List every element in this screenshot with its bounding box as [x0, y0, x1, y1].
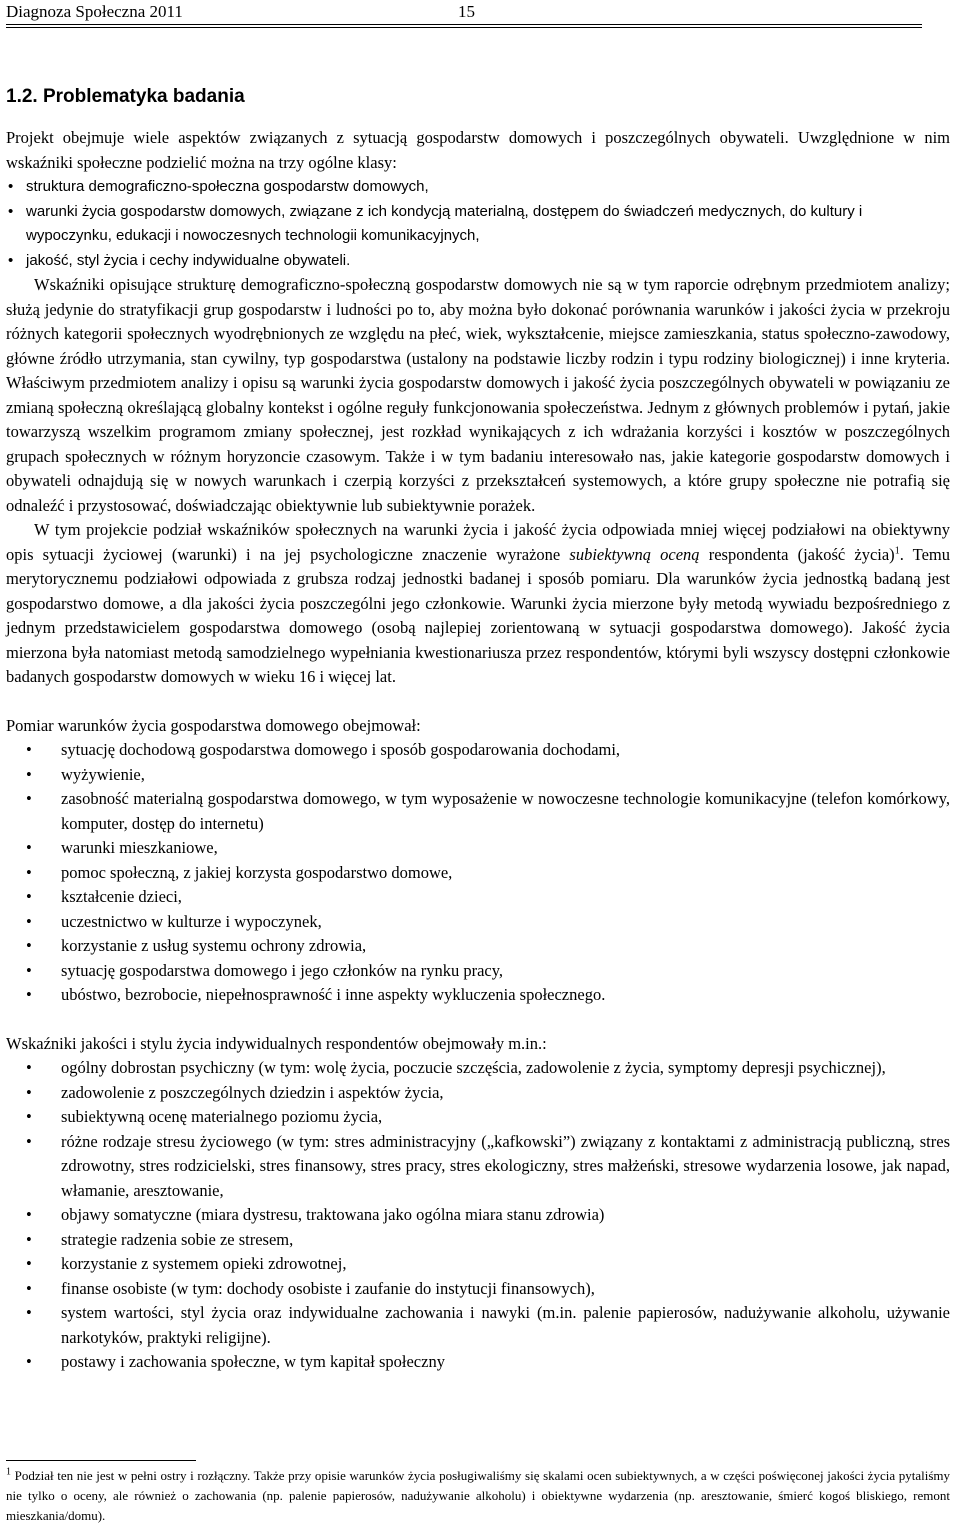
running-head-rule: [6, 27, 922, 28]
bullet-icon: •: [26, 1254, 32, 1273]
list-item-text: wyżywienie,: [61, 764, 145, 784]
list-item: [6, 1228, 950, 1253]
bullet-icon: •: [26, 1107, 32, 1126]
conditions-lead: Pomiar warunków życia gospodarstwa domowego obejmował:: [6, 715, 421, 735]
list-item: [6, 1130, 950, 1204]
list-item-text: sytuację dochodową gospodarstwa domowego i sposób gospodarowania dochodami,: [61, 740, 621, 759]
structure-paragraph: Wskaźniki opisujące strukturę demograficzno-społeczną gospodarstw domowych nie są w tym raporcie odrębnym przedmiotem analizy; służą jedynie do stratyfikacji grup gospodarstw i ludności po to, aby można było dokonać porównania warunków i jakości życia w przekroju różnych kategorii społecznych wyodrębnionych ze względu na płeć, wiek, wykształcenie, miejsce zamieszkania, status społeczno-zawodowy, główne źródło utrzymania, stan cywilny, typ gospodarstwa (ustalony na podstawie liczby rodzin i typu rodziny biologicznej) i inne kryteria. Właściwym przedmiotem analizy i opisu są warunki życia gospodarstw domowych i jakość życia poszczególnych obywateli w powiązaniu ze zmianą społeczną określającą globalny kontekst i ogólne reguły funkcjonowania społeczeństwa. Jednym z głównych problemów i pytań, jakie towarzyszą wszelkim programom zmiany społecznej, jest rozkład wynikających z ich wdrażania korzyści i kosztów w poszczególnych grupach społecznych w różnym horyzoncie czasowym. Także i w tym badaniu interesowało nas, jakie kategorie gospodarstw domowych i obywateli odnajdują się w nowych warunkach i czerpią korzyści z przekształceń systemowych, a które grupy społeczne nie potrafią się odnaleźć i przystosować, doświadczając obiektywnie lub subiektywnie porażek.: [6, 275, 950, 515]
list-item-text: różne rodzaje stresu życiowego (w tym: stres administracyjny („kafkowski”) związany z kontaktami z administracją publiczną, stres zdrowotny, stres rodzicielski, stres finansowy, stres pracy, stres ekologiczny, stres małżeński, stresowe wydarzenia losowe, jak napad, włamanie, aresztowanie,: [61, 1131, 950, 1200]
list-item: [6, 249, 950, 274]
method-emphasis: subiektywną oceną: [569, 544, 700, 564]
list-item-text: kształcenie dzieci,: [61, 887, 182, 906]
list-item-text: warunki mieszkaniowe,: [61, 838, 218, 857]
list-item-text: ubóstwo, bezrobocie, niepełnosprawność i inne aspekty wykluczenia społecznego.: [61, 985, 606, 1004]
bullet-icon: •: [8, 251, 14, 269]
list-item-text: zasobność materialną gospodarstwa domowego, w tym wyposażenie w nowoczesne technologie komunikacyjne (telefon komórkowy, komputer, dostęp do internetu): [61, 789, 950, 833]
method-text-b: respondenta (jakość życia): [699, 544, 895, 564]
list-item: [6, 787, 950, 836]
bullet-icon: •: [26, 1082, 32, 1102]
page-content: [6, 84, 950, 1375]
bullet-icon: •: [26, 1303, 32, 1322]
bullet-icon: •: [8, 178, 14, 195]
list-item-text: system wartości, styl życia oraz indywidualne zachowania i nawyki (m.in. palenie papierosów, nadużywanie alkoholu, używanie narkotyków, praktyki religijne).: [61, 1303, 950, 1347]
list-item: [6, 175, 950, 200]
list-item: [6, 959, 950, 984]
list-item-text: zadowolenie z poszczególnych dziedzin i aspektów życia,: [61, 1082, 444, 1102]
list-item: [6, 1350, 950, 1375]
list-item: [6, 1081, 950, 1106]
bullet-icon: •: [26, 1205, 32, 1224]
footnote-reference: 1: [894, 545, 900, 556]
bullet-icon: •: [26, 960, 32, 980]
list-item: [6, 836, 950, 861]
list-item-text: strategie radzenia sobie ze stresem,: [61, 1229, 294, 1249]
list-item-text: uczestnictwo w kulturze i wypoczynek,: [61, 911, 322, 931]
list-item-text: korzystanie z systemem opieki zdrowotnej,: [61, 1254, 347, 1273]
bullet-icon: •: [26, 936, 32, 955]
quality-lead: Wskaźniki jakości i stylu życia indywidualnych respondentów obejmowały m.in.:: [6, 1033, 547, 1053]
list-item: [6, 1203, 950, 1228]
list-item-text: warunki życia gospodarstw domowych, związane z ich kondycją materialną, dostępem do świadczeń medycznych, do kultury i wypoczynku, edukacji i nowoczesnych technologii komunikacyjnych,: [26, 202, 863, 244]
section-heading: 1.2. Problematyka badania: [6, 86, 245, 107]
list-item: [6, 1056, 950, 1081]
list-item-text: postawy i zachowania społeczne, w tym kapitał społeczny: [61, 1352, 445, 1371]
bullet-icon: •: [26, 1352, 32, 1371]
bullet-icon: •: [26, 838, 32, 857]
indicator-classes-list: [6, 175, 950, 273]
bullet-icon: •: [26, 985, 32, 1004]
list-item: [6, 763, 950, 788]
bullet-icon: •: [26, 764, 32, 784]
list-item-text: sytuację gospodarstwa domowego i jego członków na rynku pracy,: [61, 960, 504, 980]
list-item: [6, 885, 950, 910]
list-item: [6, 861, 950, 886]
list-item-text: subiektywną ocenę materialnego poziomu życia,: [61, 1107, 383, 1126]
running-head-title: Diagnoza Społeczna 2011: [6, 2, 183, 21]
list-item-text: ogólny dobrostan psychiczny (w tym: wolę życia, poczucie szczęścia, zadowolenie z życia, symptomy depresji psychicznej),: [61, 1058, 886, 1077]
running-head: [6, 2, 922, 25]
method-text-a: W tym projekcie podział wskaźników społecznych na warunki życia i jakość życia odpowiada mniej więcej podziałowi na obiektywny opis sytuacji życiowej (warunki) i na jej psychologiczne znaczenie wyrażone: [6, 520, 950, 564]
conditions-list: [6, 738, 950, 1008]
bullet-icon: •: [26, 789, 32, 808]
bullet-icon: •: [8, 202, 14, 220]
list-item: [6, 910, 950, 935]
bullet-icon: •: [26, 911, 32, 931]
method-paragraph: [6, 518, 950, 690]
list-item: [6, 1277, 950, 1302]
bullet-icon: •: [26, 862, 32, 882]
bullet-icon: •: [26, 1058, 32, 1077]
list-item-text: struktura demograficzno-społeczna gospodarstw domowych,: [26, 178, 429, 195]
list-item: [6, 738, 950, 763]
quality-list: [6, 1056, 950, 1375]
bullet-icon: •: [26, 1278, 32, 1298]
footnote-marker: 1: [6, 1466, 11, 1478]
footnote-text: Podział ten nie jest w pełni ostry i rozłączny. Także przy opisie warunków życia posługiwaliśmy się skalami ocen subiektywnych, a w części poświęconej jakości życia pytaliśmy nie tylko o oceny, ale również o zachowania (np. palenie papierosów, nadużywanie alkoholu) i obiektywne wydarzenia (np. aresztowanie, śmierć kogoś bliskiego, remont mieszkania/domu).: [6, 1468, 950, 1523]
list-item: [6, 983, 950, 1008]
bullet-icon: •: [26, 1229, 32, 1249]
bullet-icon: •: [26, 887, 32, 906]
method-text-c: . Temu merytorycznemu podziałowi odpowiada z grubsza rodzaj jednostki badanej i sposób pomiaru. Dla warunków życia jednostką badaną jest gospodarstwo domowe, a dla jakości życia poszczególni jego członkowie. Warunki życia mierzone były metodą wywiadu bezpośredniego z jednym przedstawicielem gospodarstwa domowego (osobą najlepiej zorientowaną w sytuacji gospodarstwa domowego). Jakość życia mierzona była natomiast metodą samodzielnego wypełniania kwestionariusza przez respondentów, którymi byli wszyscy dostępni członkowie badanych gospodarstw domowych w wieku 16 i więcej lat.: [6, 544, 951, 686]
list-item: [6, 1301, 950, 1350]
list-item: [6, 934, 950, 959]
footnote-rule: [6, 1460, 196, 1461]
footnote: [6, 1466, 950, 1526]
bullet-icon: •: [26, 1131, 32, 1151]
list-item-text: pomoc społeczną, z jakiej korzysta gospodarstwo domowe,: [61, 862, 453, 882]
list-item: [6, 200, 950, 249]
intro-paragraph: Projekt obejmuje wiele aspektów związanych z sytuacją gospodarstw domowych i poszczególnych obywateli. Uwzględnione w nim wskaźniki społeczne podzielić można na trzy ogólne klasy:: [6, 128, 950, 172]
page-number: 15: [458, 2, 475, 21]
list-item-text: finanse osobiste (w tym: dochody osobiste i zaufanie do instytucji finansowych),: [61, 1278, 595, 1298]
list-item-text: objawy somatyczne (miara dystresu, traktowana jako ogólna miara stanu zdrowia): [61, 1205, 605, 1224]
bullet-icon: •: [26, 740, 32, 759]
list-item: [6, 1252, 950, 1277]
list-item: [6, 1105, 950, 1130]
list-item-text: korzystanie z usług systemu ochrony zdrowia,: [61, 936, 367, 955]
list-item-text: jakość, styl życia i cechy indywidualne obywateli.: [26, 251, 351, 269]
